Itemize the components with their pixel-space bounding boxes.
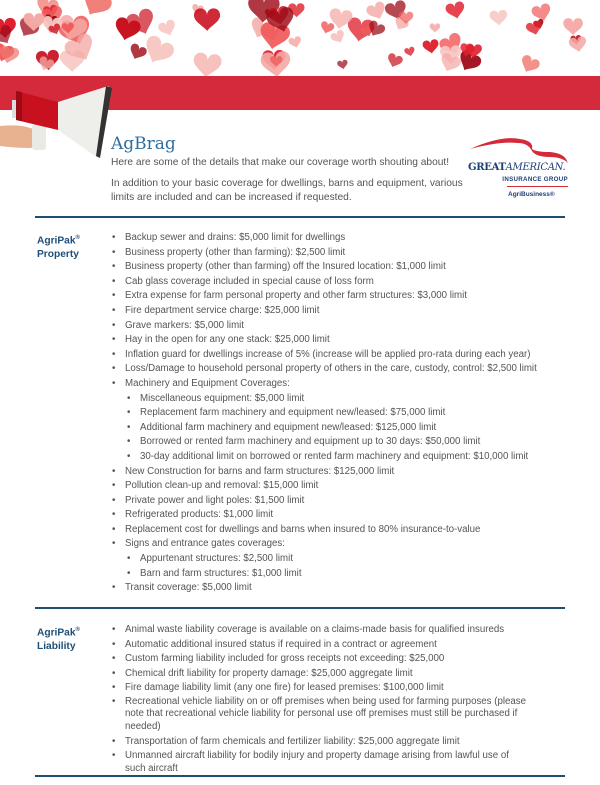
hearts-banner (0, 0, 600, 78)
list-item: • Loss/Damage to household personal property of others in the care, custody, control: $2,500 limit (110, 362, 537, 377)
list-item: • Refrigerated products: $1,000 limit (110, 508, 537, 523)
list-item: • Recreational vehicle liability on or off premises when being used for farming purposes (please note that recreational vehicle liability for personal use off premises must still be purchased if needed) (110, 696, 530, 736)
list-item: • Hay in the open for any one stack: $25,000 limit (110, 333, 537, 348)
list-item: • Replacement cost for dwellings and barns when insured to 80% insurance-to-value (110, 523, 537, 538)
divider-top (35, 216, 565, 218)
list-item: • Business property (other than farming): $2,500 limit (110, 246, 537, 261)
sub-list-container (110, 552, 537, 581)
label-property: Property (37, 249, 79, 261)
list-item: • Automatic additional insured status if required in a contract or agreement (110, 638, 530, 653)
heart-icon (157, 19, 178, 39)
subtitle: Here are some of the details that make our coverage worth shouting about! (111, 157, 450, 168)
list-item: • Unmanned aircraft liability for bodily injury and property damage arising from lawful use of such aircraft (110, 750, 530, 777)
label-reg: ® (75, 627, 80, 633)
heart-icon (445, 1, 467, 21)
eagle-swoosh-icon (462, 135, 577, 163)
list-item: • Cab glass coverage included in special cause of loss form (110, 275, 537, 290)
heart-icon (288, 35, 303, 49)
list-item: • Pollution clean-up and removal: $15,000 limit (110, 479, 537, 494)
heart-icon (365, 0, 389, 22)
list-item: • Transit coverage: $5,000 limit (110, 581, 537, 596)
list-item: • Business property (other than farming) off the Insured location: $1,000 limit (110, 260, 537, 275)
list-item: • Extra expense for farm personal property and other farm structures: $3,000 limit (110, 289, 537, 304)
list-item: • Private power and light poles: $1,500 limit (110, 494, 537, 509)
property-section-label (37, 231, 80, 262)
label-agripak: AgriPak (37, 627, 76, 639)
intro-text: In addition to your basic coverage for dwellings, barns and equipment, various limits are included and can be increased if requested. (111, 178, 463, 203)
heart-icon (319, 20, 335, 35)
megaphone-icon (0, 86, 115, 161)
heart-icon (422, 39, 440, 55)
heart-icon (127, 42, 148, 62)
heart-icon (192, 52, 223, 78)
label-reg: ® (75, 235, 80, 241)
sub-list (110, 392, 537, 465)
heart-icon (430, 23, 441, 32)
divider-middle (35, 607, 565, 609)
list-item: • Grave markers: $5,000 limit (110, 319, 537, 334)
heart-icon (404, 46, 416, 57)
list-item: • Transportation of farm chemicals and fertilizer liability: $25,000 aggregate limit (110, 735, 530, 750)
list-item: • Fire damage liability limit (any one fire) for leased premises: $100,000 limit (110, 681, 530, 696)
list-item: • Inflation guard for dwellings increase of 5% (increase will be applied pro-rata during each year) (110, 348, 537, 363)
divider-bottom (35, 775, 565, 777)
logo-american: AMERICAN. (505, 162, 566, 173)
list-item: • Additional farm machinery and equipment new/leased: $125,000 limit (125, 421, 537, 436)
heart-icon (518, 54, 542, 76)
sub-list (110, 552, 537, 581)
list-item: • New Construction for barns and farm structures: $125,000 limit (110, 465, 537, 480)
label-liability: Liability (37, 641, 76, 653)
list-item: • Signs and entrance gates coverages: (110, 537, 537, 552)
property-list (110, 231, 537, 596)
heart-icon (385, 52, 404, 69)
page-title: AgBrag (111, 134, 176, 154)
list-item: • Appurtenant structures: $2,500 limit (125, 552, 537, 567)
list-item: • Fire department service charge: $25,000 limit (110, 304, 537, 319)
list-item: • 30-day additional limit on borrowed or rented farm machinery and equipment: $10,000 limit (125, 450, 537, 465)
list-item: • Chemical drift liability for property damage: $25,000 aggregate limit (110, 667, 530, 682)
label-agripak: AgriPak (37, 235, 76, 247)
list-item: • Replacement farm machinery and equipment new/leased: $75,000 limit (125, 406, 537, 421)
liability-section-label (37, 623, 80, 654)
list-item: • Backup sewer and drains: $5,000 limit for dwellings (110, 231, 537, 246)
great-american-logo (462, 135, 577, 207)
logo-divider (507, 186, 568, 187)
heart-icon (489, 10, 508, 27)
heart-icon (337, 59, 349, 70)
logo-insurance-group: INSURANCE GROUP (502, 176, 568, 183)
heart-icon (329, 29, 347, 46)
logo-wordmark (468, 162, 565, 173)
liability-list (110, 623, 530, 777)
list-item: • Animal waste liability coverage is available on a claims-made basis for qualified insureds (110, 623, 530, 638)
list-item: • Barn and farm structures: $1,000 limit (125, 567, 537, 582)
logo-great: GREAT (468, 162, 506, 173)
list-item: • Borrowed or rented farm machinery and equipment up to 30 days: $50,000 limit (125, 435, 537, 450)
logo-agribusiness: AgriBusiness® (508, 191, 555, 198)
sub-list-container (110, 392, 537, 465)
heart-icon (194, 8, 220, 31)
list-item: • Miscellaneous equipment: $5,000 limit (125, 392, 537, 407)
list-item: • Machinery and Equipment Coverages: (110, 377, 537, 392)
list-item: • Custom farming liability included for gross receipts not exceeding: $25,000 (110, 652, 530, 667)
heart-icon (563, 18, 583, 35)
